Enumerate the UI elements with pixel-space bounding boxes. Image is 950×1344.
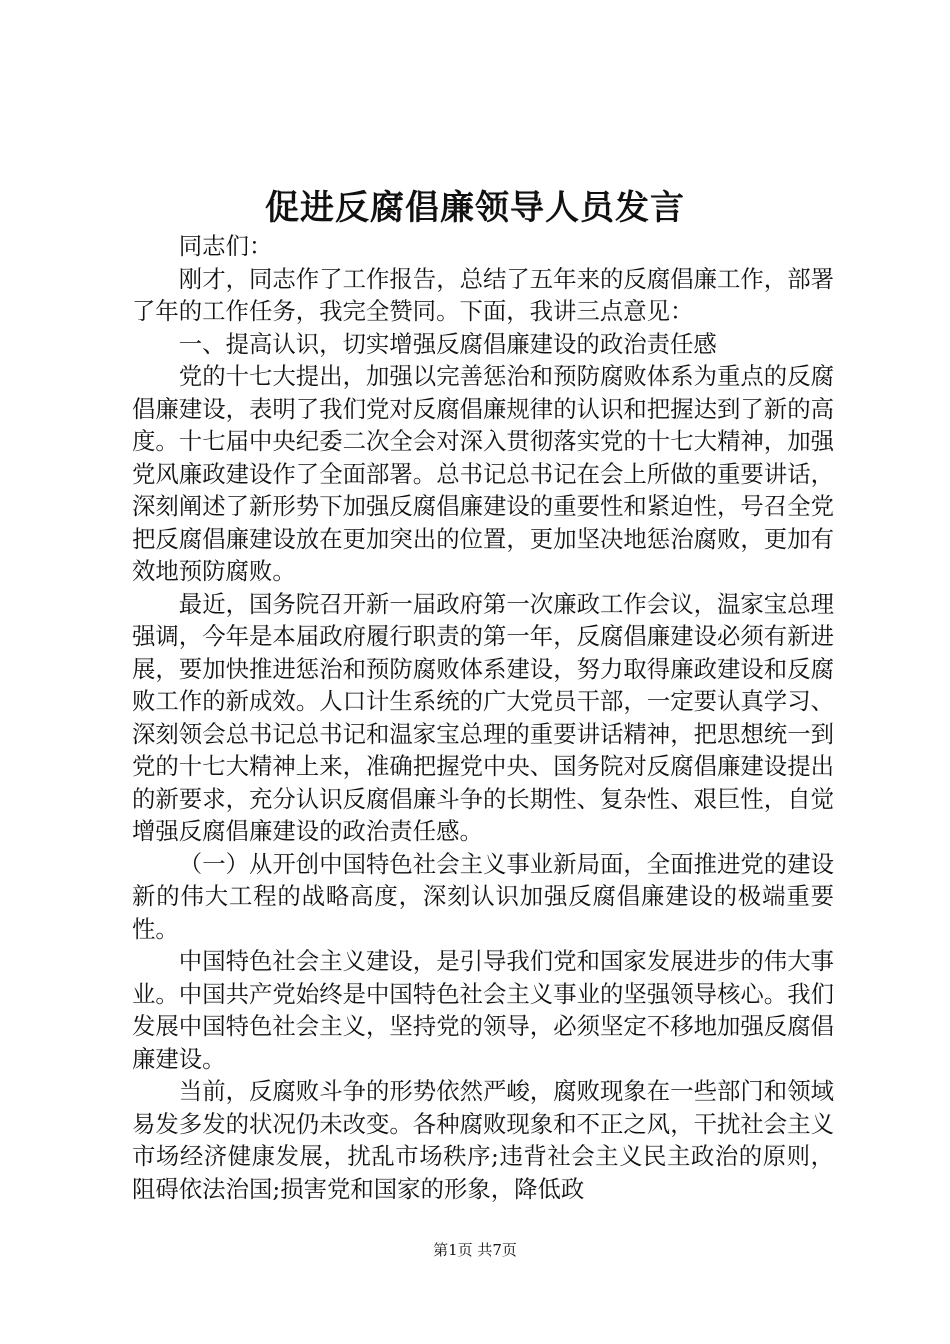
greeting-paragraph: 同志们：: [178, 232, 273, 260]
subsection-heading: （一）从开创中国特色社会主义事业新局面，全面推进党的建设新的伟大工程的战略高度，深刻认识加强反腐倡廉建设的极端重要性。: [132, 849, 834, 943]
document-body: [132, 230, 834, 1205]
body-paragraph: 中国特色社会主义建设，是引导我们党和国家发展进步的伟大事业。中国共产党始终是中国特色社会主义事业的坚强领导核心。我们发展中国特色社会主义，坚持党的领导，必须坚定不移地加强反腐倡廉建设。: [132, 947, 834, 1073]
body-paragraph: 刚才，同志作了工作报告，总结了五年来的反腐倡廉工作，部署了年的工作任务，我完全赞同。下面，我讲三点意见：: [132, 264, 834, 325]
body-paragraph: 最近，国务院召开新一届政府第一次廉政工作会议，温家宝总理强调，今年是本届政府履行职责的第一年，反腐倡廉建设必须有新进展，要加快推进惩治和预防腐败体系建设，努力取得廉政建设和反腐败工作的新成效。人口计生系统的广大党员干部，一定要认真学习、深刻领会总书记总书记和温家宝总理的重要讲话精神，把思想统一到党的十七大精神上来，准确把握党中央、国务院对反腐倡廉建设提出的新要求，充分认识反腐倡廉斗争的长期性、复杂性、艰巨性，自觉增强反腐倡廉建设的政治责任感。: [132, 589, 834, 845]
document-title: 促进反腐倡廉领导人员发言: [265, 188, 685, 228]
page-number-footer: 第1页 共7页: [433, 1241, 517, 1259]
section-heading: 一、提高认识，切实增强反腐倡廉建设的政治责任感: [178, 329, 717, 358]
body-paragraph: 当前，反腐败斗争的形势依然严峻，腐败现象在一些部门和领域易发多发的状况仍未改变。各种腐败现象和不正之风，干扰社会主义市场经济健康发展，扰乱市场秩序;违背社会主义民主政治的原则，阻碍依法治国;损害党和国家的形象，降低政: [132, 1077, 834, 1203]
body-paragraph: 党的十七大提出，加强以完善惩治和预防腐败体系为重点的反腐倡廉建设，表明了我们党对反腐倡廉规律的认识和把握达到了新的高度。十七届中央纪委二次全会对深入贯彻落实党的十七大精神，加强党风廉政建设作了全面部署。总书记总书记在会上所做的重要讲话，深刻阐述了新形势下加强反腐倡廉建设的重要性和紧迫性，号召全党把反腐倡廉建设放在更加突出的位置，更加坚决地惩治腐败，更加有效地预防腐败。: [132, 362, 834, 585]
